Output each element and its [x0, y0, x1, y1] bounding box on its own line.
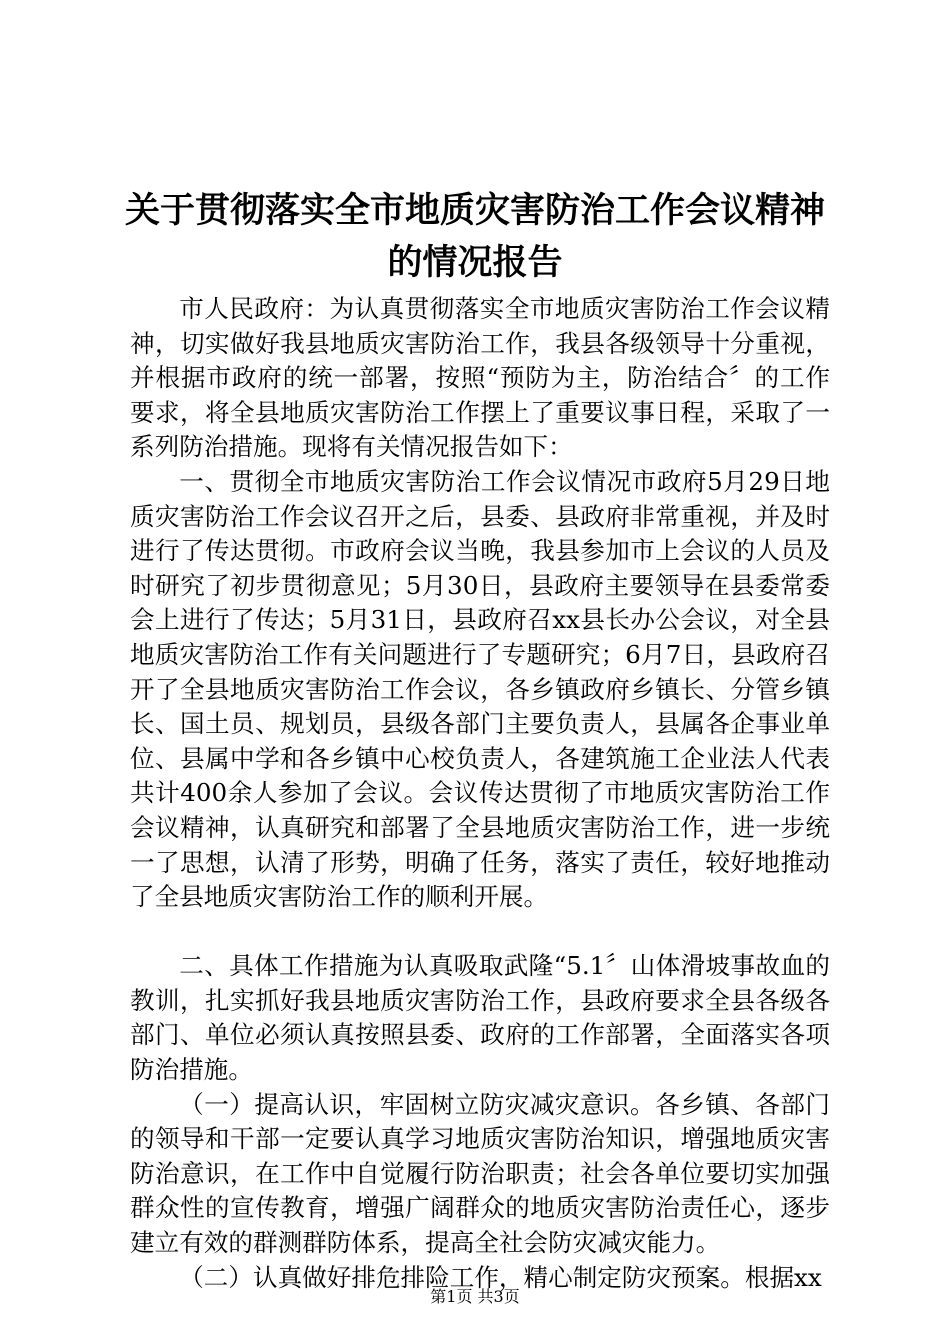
page-footer: 第1页 共3页 [430, 1287, 520, 1306]
paragraph-intro: 市人民政府：为认真贯彻落实全市地质灾害防治工作会议精神，切实做好我县地质灾害防治工作，我县各级领导十分重视，并根据市政府的统一部署，按照“预防为主，防治结合〞的工作要求，将全县地质灾害防治工作摆上了重要议事日程，采取了一系列防治措施。现将有关情况报告如下： [130, 294, 830, 462]
paragraph-section-1: 一、贯彻全市地质灾害防治工作会议情况市政府5月29日地质灾害防治工作会议召开之后，县委、县政府非常重视，并及时进行了传达贯彻。市政府会议当晚，我县参加市上会议的人员及时研究了初步贯彻意见；5月30日，县政府主要领导在县委常委会上进行了传达；5月31日，县政府召xx县长办公会议，对全县地质灾害防治工作有关问题进行了专题研究；6月7日，县政府召开了全县地质灾害防治工作会议，各乡镇政府乡镇长、分管乡镇长、国土员、规划员，县级各部门主要负责人，县属各企事业单位、县属中学和各乡镇中心校负责人，各建筑施工企业法人代表共计400余人参加了会议。会议传达贯彻了市地质灾害防治工作会议精神，认真研究和部署了全县地质灾害防治工作，进一步统一了思想，认清了形势，明确了任务，落实了责任，较好地推动了全县地质灾害防治工作的顺利开展。 [130, 466, 830, 912]
document-title-line-2: 的情况报告 [387, 242, 563, 283]
document-title-line-1: 关于贯彻落实全市地质灾害防治工作会议精神 [124, 190, 825, 231]
document-body [130, 292, 830, 1295]
paragraph-subsection-2: （二）认真做好排危排险工作，精心制定防灾预案。根据xx [179, 1262, 822, 1292]
paragraph-section-2: 二、具体工作措施为认真吸取武隆“5.1〞山体滑坡事故血的教训，扎实抓好我县地质灾害防治工作，县政府要求全县各级各部门、单位必须认真按照县委、政府的工作部署，全面落实各项防治措施。 [130, 951, 830, 1085]
paragraph-subsection-1: （一）提高认识，牢固树立防灾减灾意识。各乡镇、各部门的领导和干部一定要认真学习地质灾害防治知识，增强地质灾害防治意识，在工作中自觉履行防治职责；社会各单位要切实加强群众性的宣传教育，增强广阔群众的地质灾害防治责任心，逐步建立有效的群测群防体系，提高全社会防灾减灾能力。 [130, 1089, 830, 1258]
